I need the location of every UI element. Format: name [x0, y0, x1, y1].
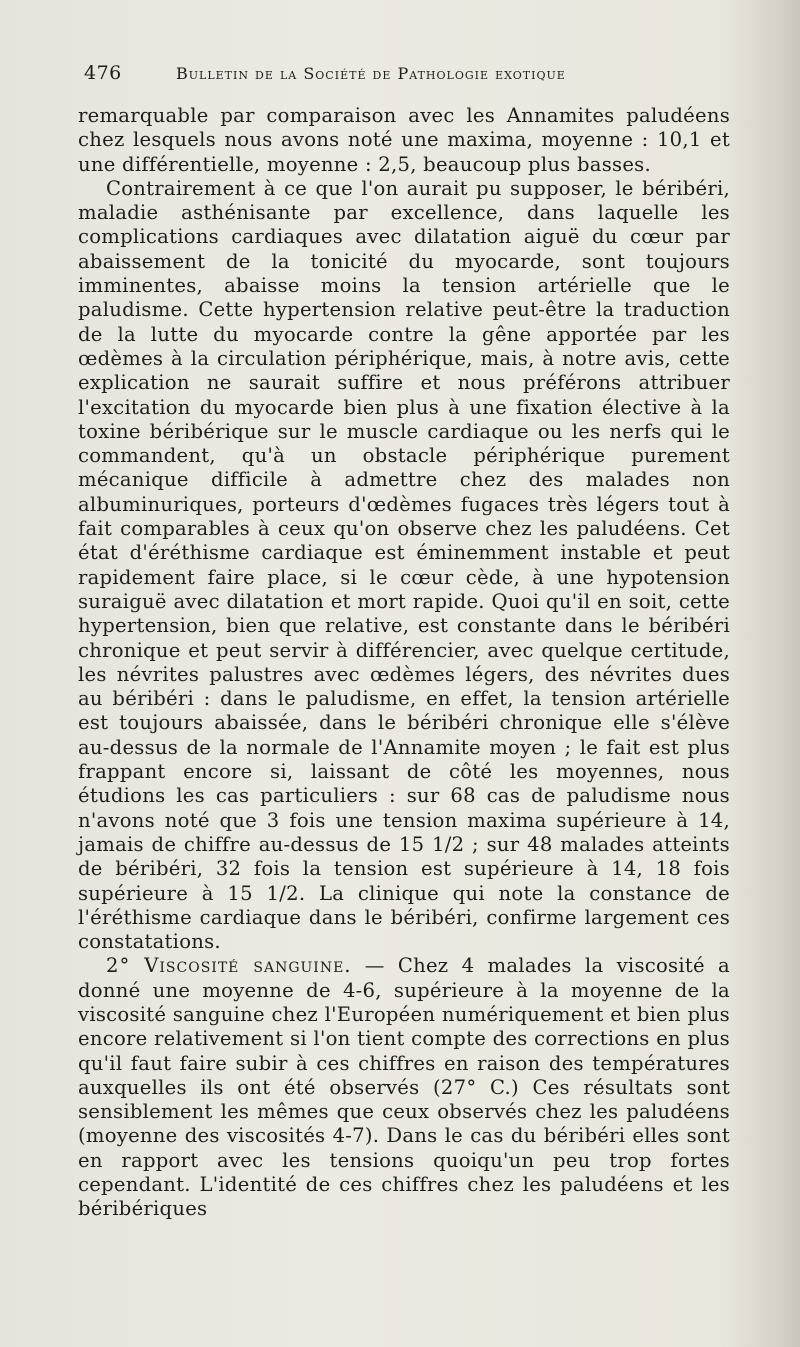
paragraph-continuation: remarquable par comparaison avec les Annamites paludéens chez lesquels nous avons noté une maxima, moyenne : 10,1 et une différentielle, moyenne : 2,5, beaucoup plus basses. — [78, 104, 730, 176]
page-number: 476 — [84, 62, 122, 84]
paragraph-viscosite — [78, 954, 730, 1221]
paragraph-beriberi-tension: Contrairement à ce que l'on aurait pu supposer, le béribéri, maladie asthénisante par excellence, dans laquelle les complications cardiaques avec dilatation aiguë du cœur par abaissement de la tonicité du myocarde, sont toujours imminentes, abaisse moins la tension artérielle que le paludisme. Cette hypertension relative peut-être la traduction de la lutte du myocarde contre la gêne apportée par les œdèmes à la circulation périphérique, mais, à notre avis, cette explication ne saurait suffire et nous préférons attribuer l'excitation du myocarde bien plus à une fixation élective à la toxine béribérique sur le muscle cardiaque ou les nerfs qui le commandent, qu'à un obstacle périphérique purement mécanique difficile à admettre chez des malades non albuminuriques, porteurs d'œdèmes fugaces très légers tout à fait comparables à ceux qu'on observe chez les paludéens. Cet état d'éréthisme cardiaque est éminemment instable et peut rapidement faire place, si le cœur cède, à une hypotension suraiguë avec dilatation et mort rapide. Quoi qu'il en soit, cette hypertension, bien que relative, est constante dans le béribéri chronique et peut servir à différencier, avec quelque certitude, les névrites palustres avec œdèmes légers, des névrites dues au béribéri : dans le paludisme, en effet, la tension artérielle est toujours abaissée, dans le béribéri chronique elle s'élève au-dessus de la normale de l'Annamite moyen ; le fait est plus frappant encore si, laissant de côté les moyennes, nous étudions les cas particuliers : sur 68 cas de paludisme nous n'avons noté que 3 fois une tension maxima supérieure à 14, jamais de chiffre au-dessus de 15 1/2 ; sur 48 malades atteints de béribéri, 32 fois la tension est supérieure à 14, 18 fois supérieure à 15 1/2. La clinique qui note la constance de l'éréthisme cardiaque dans le béribéri, confirme largement ces constatations. — [78, 176, 730, 954]
running-title: Bulletin de la Société de Pathologie exotique — [176, 64, 566, 83]
section-heading-viscosite: 2° Viscosité sanguine. — [106, 954, 352, 978]
body-text — [78, 104, 730, 1222]
paragraph-viscosite-text: — Chez 4 malades la viscosité a donné une moyenne de 4-6, supérieure à la moyenne de la viscosité sanguine chez l'Européen numériquement et bien plus encore relativement si l'on tient compte des corrections en plus qu'il faut faire subir à ces chiffres en raison des températures auxquelles ils ont été observés (27° C.) Ces résultats sont sensiblement les mêmes que ceux observés chez les paludéens (moyenne des viscosités 4-7). Dans le cas du béribéri elles sont en rapport avec les tensions quoiqu'un peu trop fortes cependant. L'identité de ces chiffres chez les paludéens et les béribériques — [78, 954, 730, 1221]
page-header — [84, 58, 734, 88]
